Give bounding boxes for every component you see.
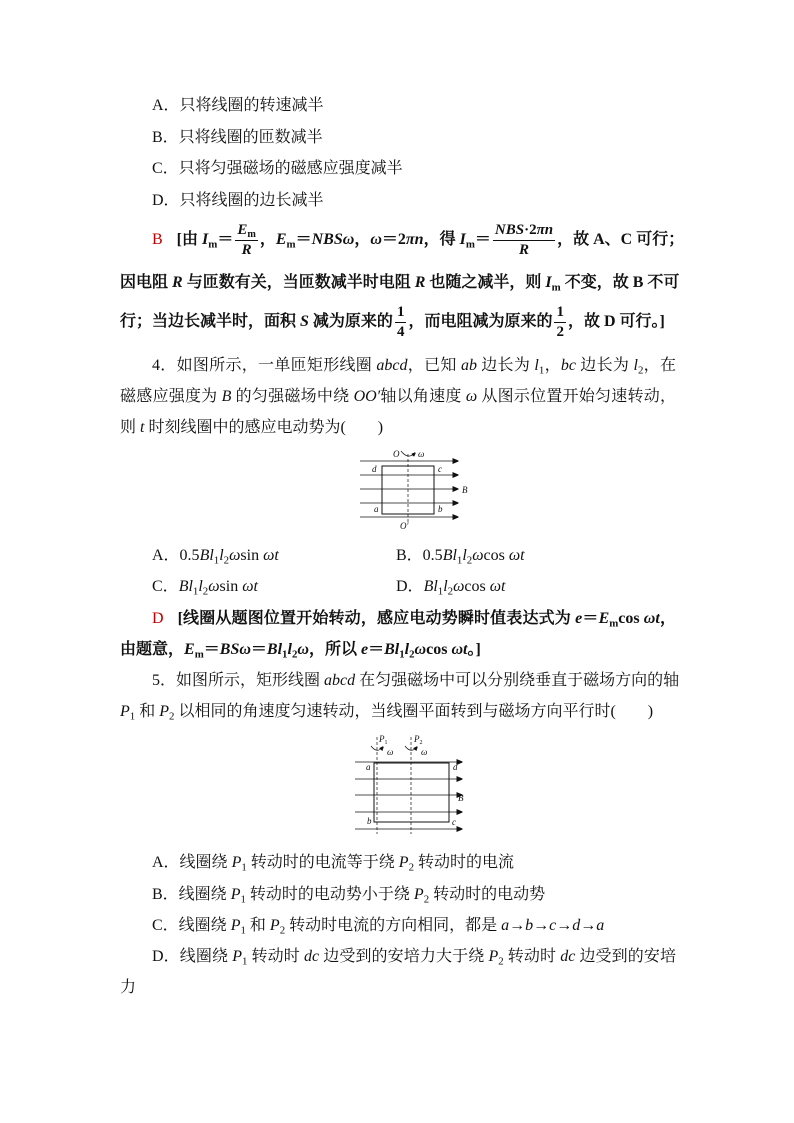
label-c: c [452, 817, 456, 827]
text-run: ＝ [295, 231, 312, 249]
math-variable: E [598, 610, 610, 627]
fraction-denominator [493, 241, 555, 259]
math-variable: ω [370, 231, 382, 249]
text-run: 4．如图所示，一单匝矩形线圈 [152, 357, 377, 374]
math-variable: R [414, 274, 426, 291]
math-subscript: m [247, 229, 256, 241]
fraction-denominator [554, 323, 566, 341]
math-variable: ωt [451, 641, 468, 658]
text-run: [由 [176, 231, 203, 249]
math-variable: dc [304, 948, 320, 965]
label-b-field: B [462, 485, 468, 495]
q4-answer-text [177, 610, 676, 630]
label-p2 [413, 734, 423, 746]
fraction-numerator [554, 304, 566, 323]
math-subscript: 1 [399, 648, 405, 661]
text-run: 行；当边长减半时，面积 [120, 313, 301, 331]
text-run: 转动时 [503, 948, 561, 965]
math-variable: Bl [423, 578, 438, 595]
math-variable: l [198, 578, 203, 595]
text-run: 减为原来的 [308, 313, 393, 331]
label-omega-p1: ω [387, 747, 394, 757]
text-run: B．线圈绕 [152, 886, 231, 903]
math-subscript: m [286, 238, 296, 251]
text-run: B．0.5 [396, 547, 443, 564]
math-variable: e [575, 610, 583, 627]
text-run: cos [618, 610, 644, 627]
math-variable: Bl [384, 641, 400, 658]
text-run: C．线圈绕 [152, 917, 231, 934]
math-variable: OO′ [353, 388, 381, 405]
math-variable: l [462, 547, 467, 564]
math-variable: E [275, 231, 287, 249]
math-subscript: 2 [409, 648, 415, 661]
text-run: ， [544, 357, 561, 374]
q3-option-c: C．只将匀强磁场的磁感应强度减半 [152, 160, 403, 177]
text-run: 轴以角速度 [380, 388, 466, 405]
q5-option-d-line-2 [120, 972, 676, 1003]
math-variable: E [184, 641, 195, 658]
math-subscript: 2 [202, 585, 209, 598]
math-subscript: 1 [242, 955, 248, 968]
text-run: 也随之减半，则 [425, 274, 546, 291]
q5-stem-line-2 [120, 696, 676, 727]
math-variable: t [140, 419, 145, 436]
text-run: 时刻线圈中的感应电动势为( ) [144, 419, 384, 436]
label-a: a [366, 762, 371, 772]
math-variable: P [159, 703, 170, 720]
text-run: 转动时电流的方向相同，都是 [285, 917, 502, 934]
q5-option-b [152, 879, 676, 910]
math-subscript: 1 [213, 554, 220, 567]
math-variable: ω [297, 641, 309, 658]
math-variable: P [232, 948, 242, 965]
math-subscript: m [551, 281, 561, 294]
text-run: D．线圈绕 [152, 948, 233, 965]
q4-option-d [396, 571, 676, 602]
q3-answer-line-2 [120, 267, 680, 298]
math-variable: ω [414, 641, 427, 658]
math-variable: ωt [489, 578, 506, 595]
math-variable: a [596, 917, 605, 934]
math-variable: P [413, 886, 424, 903]
text-run: ，而电阻减为原来的 [408, 313, 553, 331]
math-fraction [554, 304, 566, 341]
math-fraction [395, 304, 407, 341]
text-run: ＝ [474, 231, 491, 249]
text-run: → [556, 917, 573, 934]
math-variable: bc [560, 357, 577, 374]
math-variable: P [230, 886, 241, 903]
text-run: 不变，故 B 不可 [560, 274, 680, 291]
text-run: 的匀强磁场中绕 [231, 388, 354, 405]
label-b: b [438, 504, 443, 514]
label-b-field: B [458, 793, 464, 803]
math-variable: e [360, 641, 369, 658]
label-p2-subscript: 2 [419, 740, 423, 746]
text-run: 边长为 [476, 357, 535, 374]
text-run: → [509, 917, 526, 934]
math-variable: ω [465, 388, 478, 405]
math-variable: dc [560, 948, 576, 965]
math-subscript: 2 [279, 924, 286, 937]
text-run: ，在 [643, 357, 676, 374]
q4-answer-line-1 [152, 603, 676, 634]
text-run: 5．如图所示，矩形线圈 [152, 672, 325, 689]
math-variable: E [237, 222, 248, 238]
math-subscript: 1 [192, 585, 199, 598]
math-variable: l [404, 641, 410, 658]
q3-answer-line-1 [152, 222, 685, 259]
label-p2-letter: P [414, 734, 420, 744]
math-variable: ωt [508, 547, 525, 564]
q4-stem-line-3 [120, 412, 676, 443]
math-variable: P [488, 948, 499, 965]
math-subscript: 1 [240, 924, 246, 937]
math-variable: P [231, 854, 242, 871]
text-run: A．线圈绕 [152, 854, 232, 871]
text-run: 力 [120, 979, 137, 996]
text-run: ＝ [582, 610, 599, 627]
math-subscript: m [208, 238, 218, 251]
text-run: C． [152, 578, 179, 595]
q4-option-b [396, 540, 676, 571]
fraction-numerator [235, 222, 258, 241]
math-subscript: 2 [498, 955, 504, 968]
q3-answer-line-3 [120, 304, 676, 341]
q3-answer-text [176, 222, 685, 258]
math-variable: a [501, 917, 510, 934]
text-run: 边长为 [576, 357, 634, 374]
math-variable: I [202, 231, 209, 249]
text-run: cos [426, 641, 452, 658]
math-variable: ω [453, 578, 465, 595]
math-subscript: 2 [408, 861, 415, 874]
label-o: O [393, 449, 400, 459]
text-run: 边受到的安培力大于绕 [319, 948, 489, 965]
text-run: 边受到的安培 [575, 948, 676, 965]
q5-stem-line-1 [152, 665, 680, 696]
math-subscript: 1 [241, 861, 247, 874]
text-run: ＝2 [381, 231, 406, 249]
math-variable: abcd [376, 357, 408, 374]
math-variable: c [549, 917, 557, 934]
text-run: 从图示位置开始匀速转动， [477, 388, 676, 405]
math-variable: Bl [266, 641, 283, 658]
text-run: 2 [556, 324, 564, 340]
label-c: c [438, 464, 442, 474]
text-run: 1 [396, 304, 405, 320]
math-variable: R [519, 242, 530, 258]
text-run: → [533, 917, 550, 934]
math-variable: R [241, 242, 252, 258]
text-run: 转动时 [247, 948, 304, 965]
math-variable: ωt [643, 610, 660, 627]
text-run: 转动时的电流等于绕 [246, 854, 399, 871]
label-d: d [453, 762, 458, 772]
math-fraction [493, 222, 555, 259]
math-subscript: 2 [466, 554, 473, 567]
text-run: cos [464, 578, 490, 595]
math-variable: πn [405, 231, 424, 249]
text-run: ，故 D 可行。] [567, 313, 665, 331]
math-subscript: m [609, 617, 619, 630]
text-run: 转动时的电流 [414, 854, 515, 871]
q4-answer-letter: D [152, 610, 164, 627]
math-variable: l [287, 641, 292, 658]
math-subscript: 2 [223, 554, 230, 567]
math-variable: Bl [178, 578, 193, 595]
text-run: 4 [396, 324, 405, 340]
math-subscript: 2 [447, 585, 454, 598]
math-variable: NBSω [311, 231, 355, 249]
math-variable: abcd [324, 672, 356, 689]
text-run: ，已知 [407, 357, 461, 374]
math-variable: BSω [219, 641, 251, 658]
label-o-prime: O′ [400, 521, 409, 531]
q3-option-d: D．只将线圈的边长减半 [152, 192, 324, 209]
fraction-denominator [395, 323, 407, 341]
label-p1-letter: P [379, 734, 385, 744]
text-run: 转动时的电动势 [429, 886, 546, 903]
math-variable: S [300, 313, 309, 331]
q4-answer-line-2 [120, 634, 676, 665]
text-run: 则 [120, 419, 141, 436]
label-a: a [374, 504, 379, 514]
math-variable: ωt [263, 547, 279, 564]
math-variable: P [120, 703, 130, 720]
text-run: 和 [135, 703, 160, 720]
text-run: ，所以 [308, 641, 361, 658]
coil-abcd [374, 763, 449, 822]
text-run: 在匀强磁场中可以分别绕垂直于磁场方向的轴 [355, 672, 680, 689]
math-variable: Bl [199, 547, 214, 564]
text-run: 磁感应强度为 [120, 388, 222, 405]
text-run: cos [483, 547, 509, 564]
text-run: ＝ [203, 641, 220, 658]
text-run: ＝ [368, 641, 385, 658]
text-run: 转动时的电动势小于绕 [245, 886, 414, 903]
text-run: 因电阻 [120, 274, 173, 291]
label-b: b [367, 816, 372, 826]
text-run: sin [219, 578, 243, 595]
text-run: 1 [556, 304, 564, 320]
math-variable: I [459, 231, 466, 249]
q4-figure-coil-in-magnetic-field [355, 448, 473, 534]
text-run: ， [659, 610, 676, 627]
q3-answer-letter: B [152, 231, 163, 249]
math-variable: Bl [442, 547, 457, 564]
math-variable: ωt [242, 578, 258, 595]
label-p1 [378, 734, 388, 746]
label-omega-p2: ω [421, 747, 428, 757]
math-subscript: 2 [169, 710, 175, 723]
math-variable: R [172, 274, 183, 291]
text-run: ＝ [217, 231, 234, 249]
text-run: ，故 A、C 可行； [557, 231, 685, 249]
text-run: A．0.5 [152, 547, 200, 564]
math-variable: ab [460, 357, 477, 374]
math-variable: NBS [494, 222, 525, 238]
math-variable: πn [536, 222, 554, 238]
fraction-numerator [395, 304, 407, 323]
math-subscript: 1 [456, 554, 463, 567]
math-variable: l [534, 357, 539, 374]
math-variable: B [221, 388, 232, 405]
text-run: ＝ [250, 641, 267, 658]
text-run: ，得 [423, 231, 460, 249]
math-variable: l [443, 578, 448, 595]
math-variable: P [398, 854, 409, 871]
math-variable: ω [208, 578, 220, 595]
math-subscript: 1 [129, 710, 136, 723]
math-variable: I [545, 274, 552, 291]
text-run: sin [240, 547, 264, 564]
q5-figure-coil-two-axes [350, 733, 470, 837]
text-run: 。] [467, 641, 481, 658]
text-run: ， [259, 231, 276, 249]
q3-option-b: B．只将线圈的匝数减半 [152, 129, 323, 146]
label-omega: ω [418, 449, 425, 459]
q5-option-c [152, 910, 676, 941]
q5-option-d-line-1 [152, 941, 676, 972]
math-subscript: 2 [423, 893, 430, 906]
math-fraction [235, 222, 258, 259]
math-variable: P [230, 917, 241, 934]
text-run: [线圈从题图位置开始转动，感应电动势瞬时值表达式为 [177, 610, 576, 627]
math-variable: l [219, 547, 224, 564]
math-subscript: 1 [538, 364, 545, 377]
fraction-denominator [235, 241, 258, 259]
text-run: D． [396, 578, 424, 595]
text-run: ·2 [524, 222, 537, 238]
text-run: ， [354, 231, 371, 249]
label-p1-subscript: 1 [384, 740, 388, 746]
text-run: 与匝数有关，当匝数减半时电阻 [182, 274, 415, 291]
math-subscript: m [194, 648, 204, 661]
math-subscript: 1 [282, 648, 288, 661]
math-subscript: m [465, 238, 475, 251]
math-variable: b [525, 917, 534, 934]
text-run: 由题意， [120, 641, 185, 658]
math-variable: d [572, 917, 581, 934]
q4-stem-line-2 [120, 381, 676, 412]
math-subscript: 2 [637, 364, 644, 377]
q3-option-a: A．只将线圈的转速减半 [152, 97, 324, 114]
q5-option-a [152, 847, 676, 878]
q4-stem-line-1 [152, 350, 676, 381]
text-run: 以相同的角速度匀速转动，当线圈平面转到与磁场方向平行时( ) [174, 703, 654, 720]
fraction-numerator [493, 222, 555, 241]
math-variable: ω [229, 547, 241, 564]
label-d: d [372, 464, 377, 474]
math-variable: P [269, 917, 280, 934]
text-run: 和 [245, 917, 270, 934]
text-run: → [580, 917, 597, 934]
math-subscript: 1 [437, 585, 444, 598]
math-subscript: 2 [291, 648, 298, 661]
math-variable: l [633, 357, 638, 374]
math-variable: ω [472, 547, 484, 564]
math-subscript: 1 [240, 893, 246, 906]
